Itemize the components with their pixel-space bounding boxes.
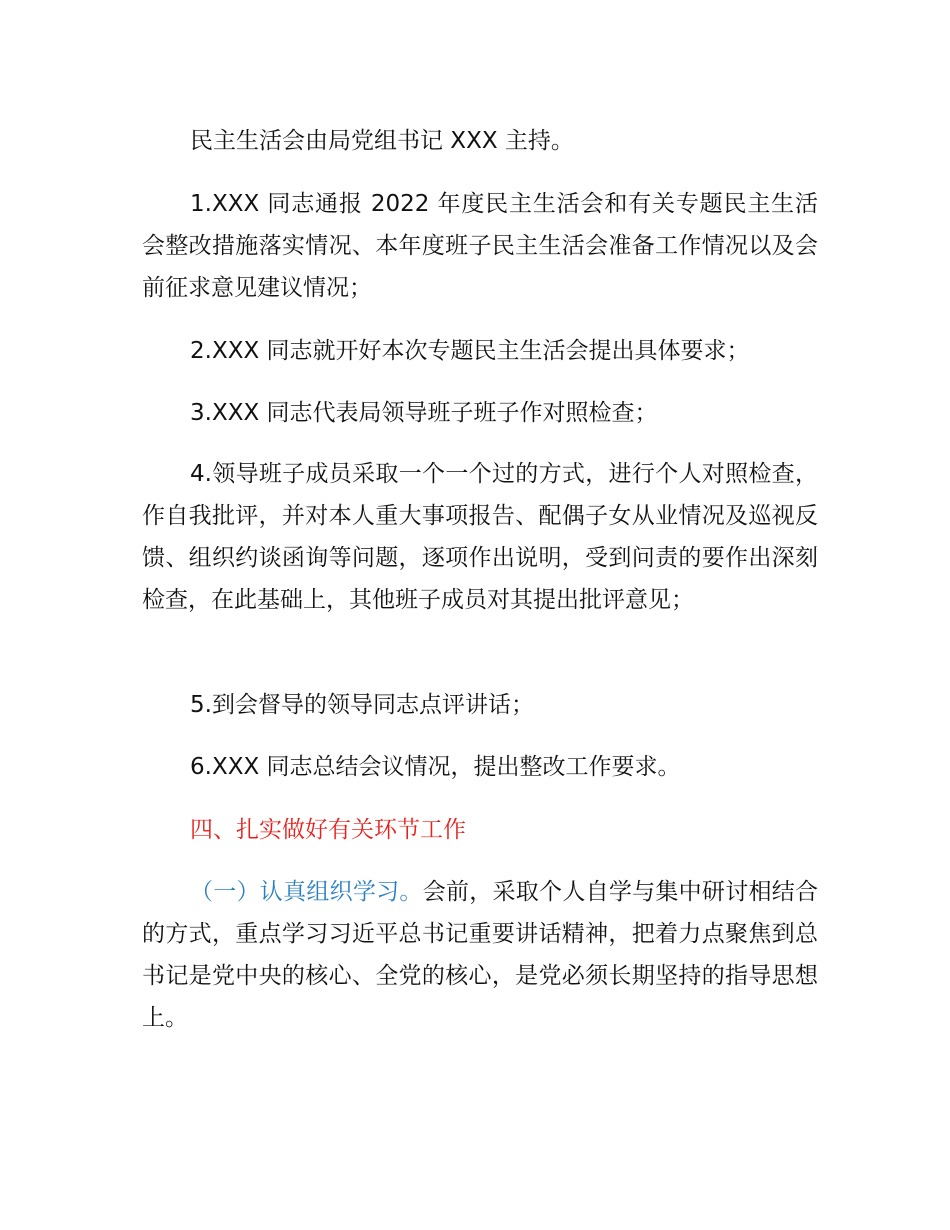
subsection-paragraph xyxy=(142,871,818,1039)
subsection-body: 会前，采取个人自学与集中研讨相结合的方式，重点学习习近平总书记重要讲话精神，把着力点聚焦到总书记是党中央的核心、全党的核心，是党必须长期坚持的指导思想上。 xyxy=(142,879,819,1031)
paragraph-item-5: 5.到会督导的领导同志点评讲话； xyxy=(190,692,534,718)
subsection-label: （一）认真组织学习。 xyxy=(190,879,423,905)
section-heading: 四、扎实做好有关环节工作 xyxy=(190,817,466,843)
paragraph-item-6: 6.XXX 同志总结会议情况，提出整改工作要求。 xyxy=(190,754,681,780)
paragraph-host: 民主生活会由局党组书记 XXX 主持。 xyxy=(190,128,574,154)
paragraph-item-1: 1.XXX 同志通报 2022 年度民主生活会和有关专题民主生活会整改措施落实情况、本年度班子民主生活会准备工作情况以及会前征求意见建议情况； xyxy=(142,191,818,301)
paragraph-item-3: 3.XXX 同志代表局领导班子班子作对照检查； xyxy=(190,400,658,426)
paragraph-item-2: 2.XXX 同志就开好本次专题民主生活会提出具体要求； xyxy=(190,338,750,364)
paragraph-item-4: 4.领导班子成员采取一个一个过的方式，进行个人对照检查，作自我批评，并对本人重大事项报告、配偶子女从业情况及巡视反馈、组织约谈函询等问题，逐项作出说明，受到问责的要作出深刻检查，在此基础上，其他班子成员对其提出批评意见； xyxy=(142,461,818,613)
